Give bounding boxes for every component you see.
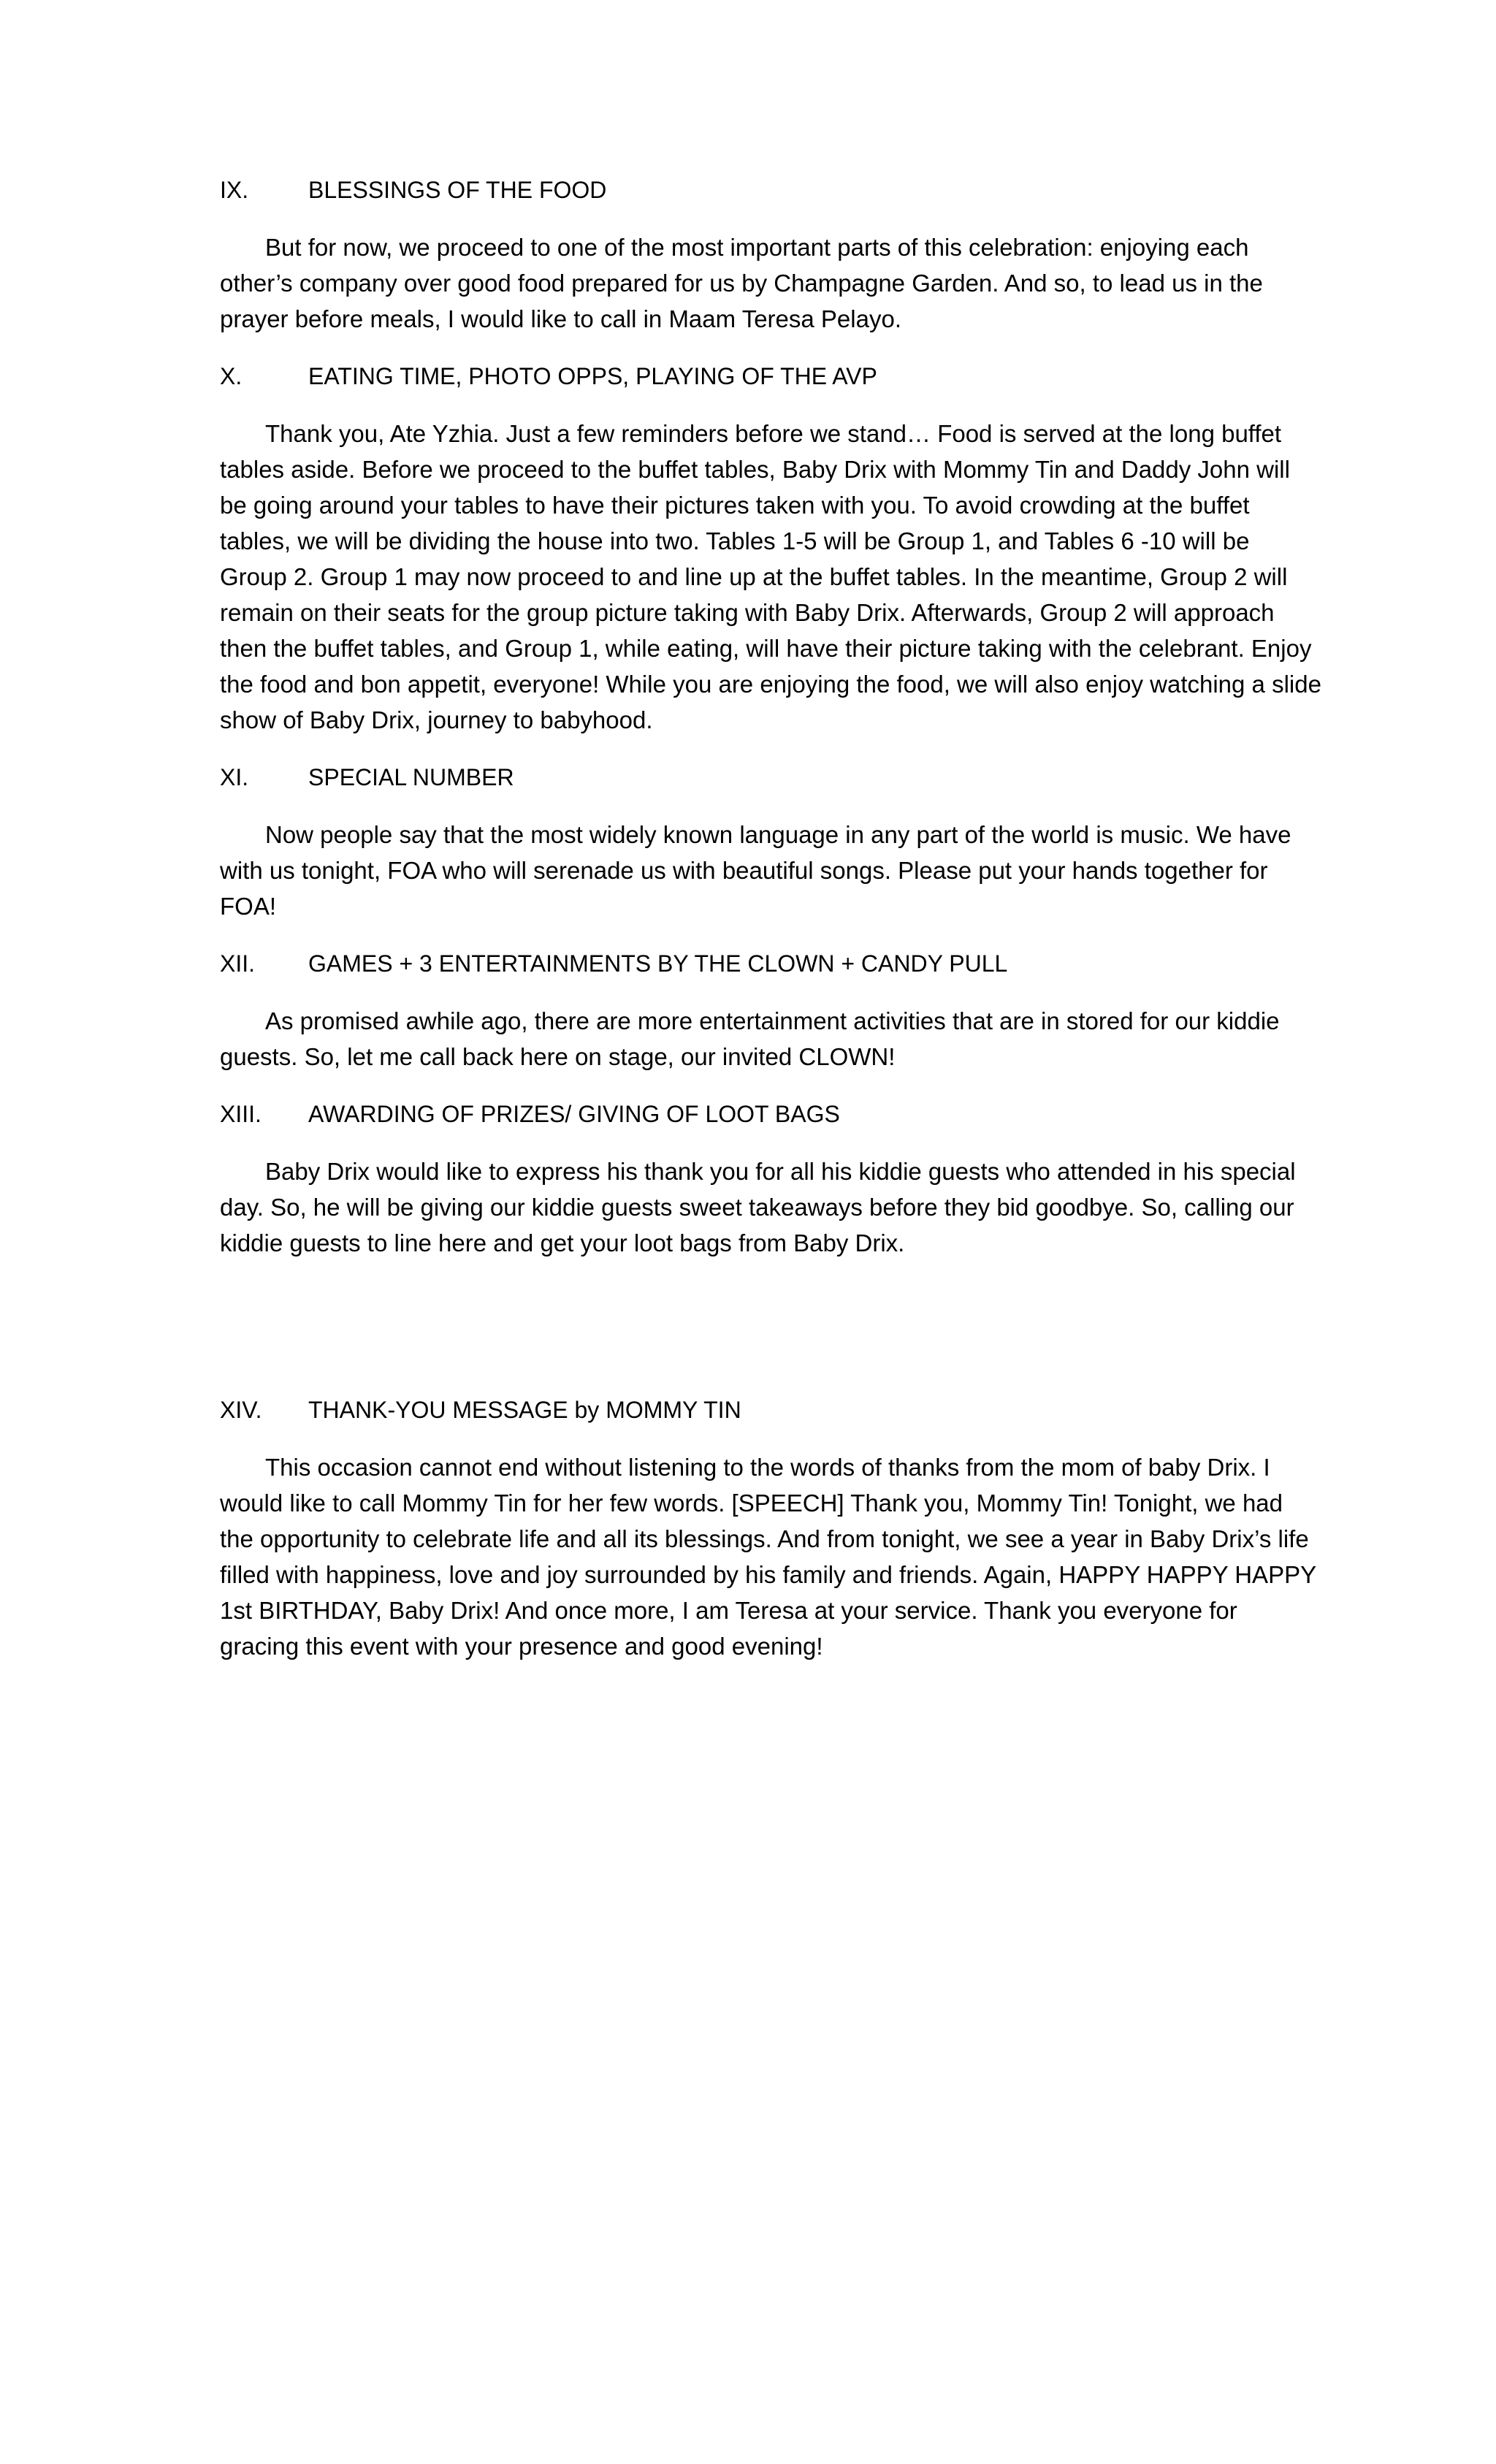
section-number: IX. xyxy=(220,177,249,203)
section-number: XIV. xyxy=(220,1397,262,1423)
blank-space xyxy=(220,1286,1323,1395)
section-paragraph: But for now, we proceed to one of the most important parts of this celebration: enjoying each other’s company over good food prepared for us by Champagne Garden. And so, to lead us in the prayer before meals, I would like to call in Maam Teresa Pelayo. xyxy=(220,234,1263,332)
section-heading xyxy=(220,175,1323,205)
section-number: X. xyxy=(220,363,243,389)
section-title: AWARDING OF PRIZES/ GIVING OF LOOT BAGS xyxy=(308,1101,840,1127)
section-heading xyxy=(220,362,1323,391)
section-games-entertainments xyxy=(220,949,1323,1075)
section-title: GAMES + 3 ENTERTAINMENTS BY THE CLOWN + CANDY PULL xyxy=(308,950,1008,977)
section-title: SPECIAL NUMBER xyxy=(308,764,514,790)
section-number: XIII. xyxy=(220,1101,262,1127)
section-heading xyxy=(220,1099,1323,1129)
section-heading xyxy=(220,763,1323,792)
section-thank-you-message xyxy=(220,1395,1323,1664)
section-special-number xyxy=(220,763,1323,924)
section-paragraph: This occasion cannot end without listening to the words of thanks from the mom of baby Drix. I would like to call Mommy Tin for her few words. [SPEECH] Thank you, Mommy Tin! Tonight, we had the opportunity to celebrate life and all its blessings. And from tonight, we see a year in Baby Drix’s life filled with happiness, love and joy surrounded by his family and friends. Again, HAPPY HAPPY HAPPY 1st BIRTHDAY, Baby Drix! And once more, I am Teresa at your service. Thank you everyone for gracing this event with your presence and good evening! xyxy=(220,1454,1316,1660)
section-paragraph: Now people say that the most widely known language in any part of the world is music. We have with us tonight, FOA who will serenade us with beautiful songs. Please put your hands together for FOA! xyxy=(220,821,1291,920)
section-blessings-of-the-food xyxy=(220,175,1323,337)
section-heading xyxy=(220,1395,1323,1424)
section-paragraph: Baby Drix would like to express his thank you for all his kiddie guests who attended in his special day. So, he will be giving our kiddie guests sweet takeaways before they bid goodbye. So, calling our kiddie guests to line here and get your loot bags from Baby Drix. xyxy=(220,1158,1296,1256)
section-title: THANK-YOU MESSAGE by MOMMY TIN xyxy=(308,1397,741,1423)
document-page xyxy=(220,175,1323,1689)
section-awarding-of-prizes xyxy=(220,1099,1323,1261)
section-paragraph: As promised awhile ago, there are more entertainment activities that are in stored for our kiddie guests. So, let me call back here on stage, our invited CLOWN! xyxy=(220,1007,1280,1070)
section-title: EATING TIME, PHOTO OPPS, PLAYING OF THE AVP xyxy=(308,363,877,389)
section-eating-time xyxy=(220,362,1323,738)
section-number: XII. xyxy=(220,950,256,977)
section-number: XI. xyxy=(220,764,249,790)
section-heading xyxy=(220,949,1323,978)
section-paragraph: Thank you, Ate Yzhia. Just a few reminders before we stand… Food is served at the long buffet tables aside. Before we proceed to the buffet tables, Baby Drix with Mommy Tin and Daddy John will be going around your tables to have their pictures taken with you. To avoid crowding at the buffet tables, we will be dividing the house into two. Tables 1-5 will be Group 1, and Tables 6 -10 will be Group 2. Group 1 may now proceed to and line up at the buffet tables. In the meantime, Group 2 will remain on their seats for the group picture taking with Baby Drix. Afterwards, Group 2 will approach then the buffet tables, and Group 1, while eating, will have their picture taking with the celebrant. Enjoy the food and bon appetit, everyone! While you are enjoying the food, we will also enjoy watching a slide show of Baby Drix, journey to babyhood. xyxy=(220,420,1321,733)
section-title: BLESSINGS OF THE FOOD xyxy=(308,177,607,203)
